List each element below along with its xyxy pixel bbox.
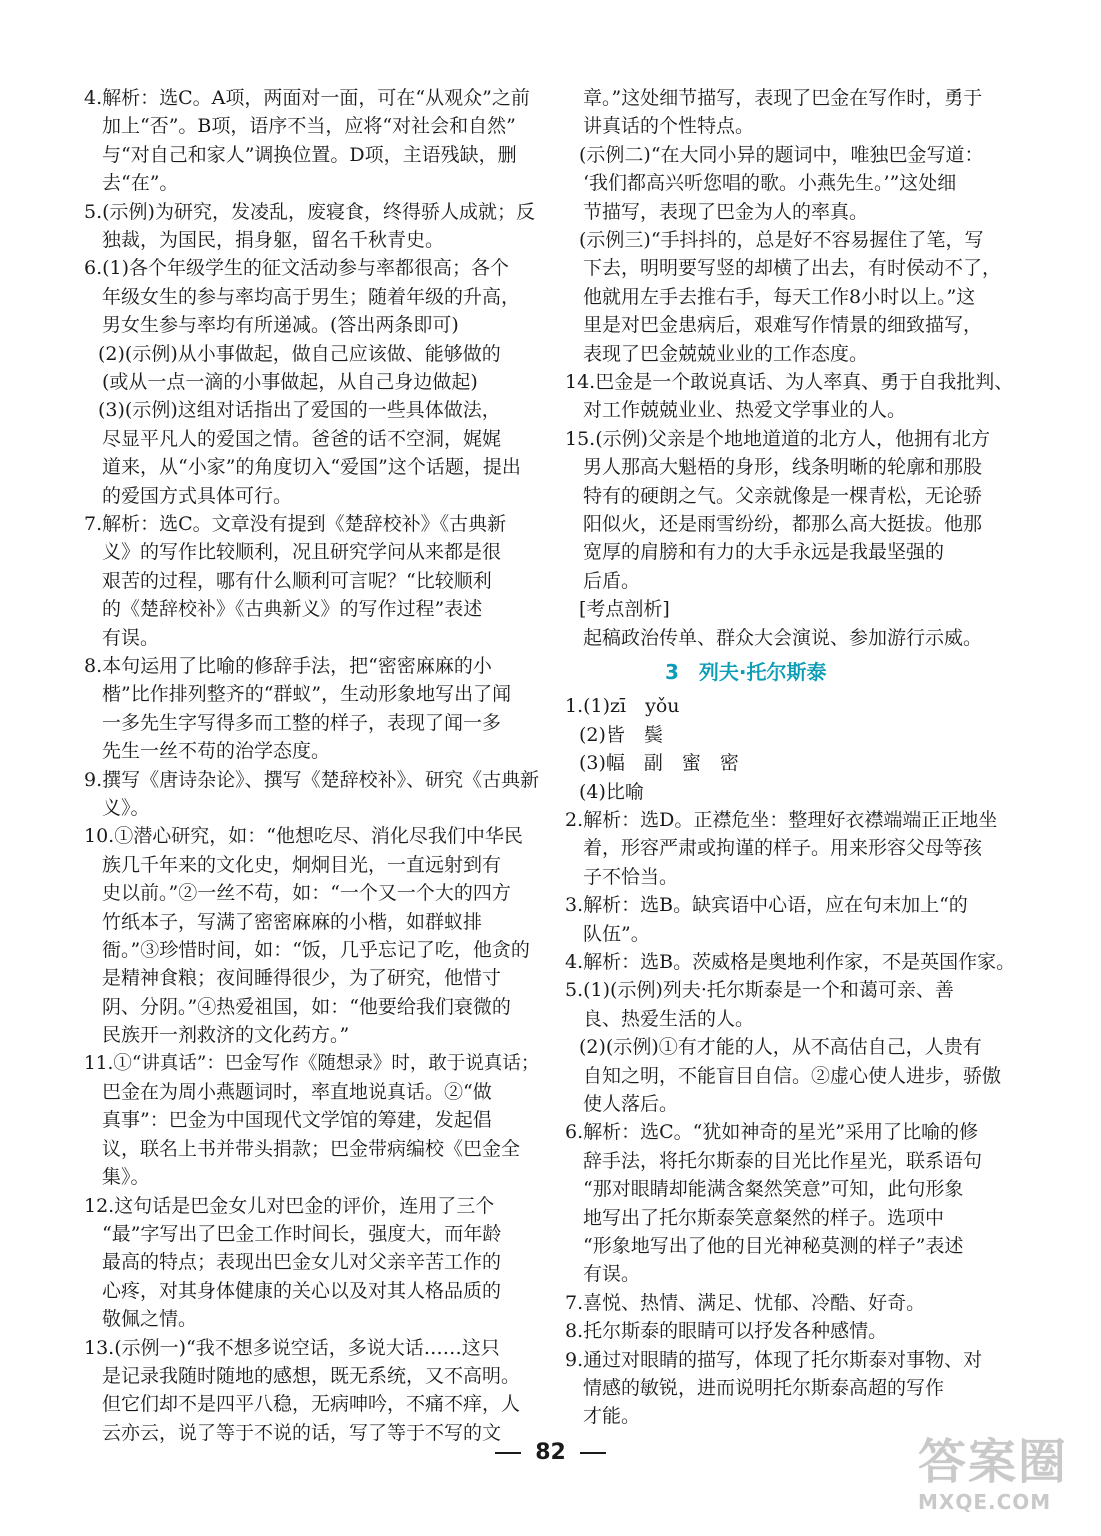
text-line: 4.解析：选C。A项，两面对一面，可在“从观众”之前 [84, 87, 530, 109]
text-line: (示例三)“手抖抖的，总是好不容易握住了笔，写 [579, 229, 984, 251]
text-line: 议，联名上书并带头捐款；巴金带病编校《巴金全 [102, 1137, 521, 1160]
text-line: 6.解析：选C。“犹如神奇的星光”采用了比喻的修 [565, 1121, 979, 1144]
text-line: (或从一点一滴的小事做起，从自己身边做起) [102, 371, 478, 393]
text-line: 他就用左手去推右手，每天工作8小时以上。”这 [583, 285, 976, 308]
text-line: 的《楚辞校补》《古典新义》的写作过程”表述 [102, 598, 483, 621]
text-line: 竹纸本子，写满了密密麻麻的小楷，如群蚁排 [102, 910, 483, 933]
text-line: 去“在”。 [102, 172, 179, 195]
text-line: [考点剖析] [579, 598, 670, 621]
text-line: 尽显平凡人的爱国之情。爸爸的话不空洞，娓娓 [102, 427, 502, 450]
section-title: 3 列夫·托尔斯泰 [665, 660, 827, 684]
text-line: 8.本句运用了比喻的修辞手法，把“密密麻麻的小 [84, 655, 492, 677]
text-line: 阳似火，还是雨雪纷纷，都那么高大挺拔。他那 [583, 513, 983, 535]
watermark-url: MXQE.COM [918, 1490, 1052, 1514]
text-line: 族几千年来的文化史，炯炯目光，一直远射到有 [102, 853, 502, 876]
text-line: 民族开一剂救济的文化药方。” [102, 1024, 350, 1047]
text-line: “那对眼睛却能满含粲然笑意”可知，此句形象 [583, 1178, 964, 1201]
text-line: 章。”这处细节描写，表现了巴金在写作时，勇于 [583, 87, 983, 109]
text-line: 6.(1)各个年级学生的征文活动参与率都很高；各个 [84, 257, 510, 280]
text-line: 13.(示例一)“我不想多说空话，多说大话……这只 [84, 1336, 500, 1359]
text-line: 一多先生字写得多而工整的样子，表现了闻一多 [102, 711, 502, 734]
text-line: 地写出了托尔斯泰笑意粲然的样子。选项中 [583, 1206, 945, 1229]
text-line: 里是对巴金患病后，艰难写作情景的细致描写， [583, 314, 983, 337]
text-line: 11.①“讲真话”：巴金写作《随想录》时，敢于说真话； [84, 1052, 540, 1074]
text-line: 14.巴金是一个敢说真话、为人率真、勇于自我批判、 [565, 371, 1014, 393]
text-line: 2.解析：选D。正襟危坐：整理好衣襟端端正正地坐 [565, 809, 998, 831]
text-line: 男女生参与率均有所递减。(答出两条即可) [102, 314, 459, 337]
text-line: 使人落后。 [583, 1093, 679, 1115]
text-line: 道来，从“小家”的角度切入“爱国”这个话题，提出 [102, 456, 521, 479]
text-line: 对工作兢兢业业、热爱文学事业的人。 [583, 399, 907, 422]
text-line: 心疼，对其身体健康的关心以及对其人格品质的 [102, 1279, 502, 1302]
text-line: 宽厚的肩膀和有力的大手永远是我最坚强的 [583, 541, 945, 564]
text-line: 良、热爱生活的人。 [583, 1007, 755, 1030]
text-line: 有误。 [102, 626, 160, 649]
text-line: 义》的写作比较顺利，况且研究学问从来都是很 [102, 541, 502, 564]
text-line: 衙。”③珍惜时间，如：“饭，几乎忘记了吃，他贪的 [102, 939, 530, 961]
text-line: 后盾。 [583, 569, 641, 592]
text-line: (2)皆 鬓 [579, 723, 663, 746]
watermark-logo: 答案圈 [918, 1434, 1069, 1490]
text-line: (2)(示例)①有才能的人，从不高估自己，人贵有 [579, 1036, 982, 1059]
text-line: 情感的敏锐，进而说明托尔斯泰高超的写作 [583, 1377, 945, 1399]
text-line: 年级女生的参与率均高于男生；随着年级的升高， [102, 285, 521, 308]
text-line: 子不恰当。 [583, 865, 679, 888]
text-line: 是记录我随时随地的感想，既无系统，又不高明。 [102, 1365, 521, 1387]
text-line: 但它们却不是四平八稳，无病呻吟，不痛不痒，人 [102, 1393, 521, 1416]
text-line: 下去，明明要写竖的却横了出去，有时侯动不了， [583, 257, 1002, 280]
text-line: 史以前。”②一丝不苟，如：“一个又一个大的四方 [102, 882, 511, 905]
text-line: 敬佩之情。 [102, 1308, 198, 1331]
dash-right [580, 1452, 606, 1454]
text-line: 男人那高大魁梧的身形，线条明晰的轮廓和那股 [583, 456, 983, 479]
text-line: 有误。 [583, 1263, 641, 1286]
text-line: 辞手法，将托尔斯泰的目光比作星光，联系语句 [583, 1149, 983, 1172]
text-line: 阴、分阴。”④热爱祖国，如：“他要给我们衰微的 [102, 995, 511, 1018]
text-line: 队伍”。 [583, 922, 650, 945]
text-line: 1.(1)zī yǒu [565, 695, 680, 718]
text-line: (示例二)“在大同小异的题词中，唯独巴金写道： [579, 143, 984, 166]
text-line: 独裁，为国民，捐身躯，留名千秋青史。 [102, 229, 445, 251]
text-line: 巴金在为周小燕题词时，率直地说真话。②“做 [102, 1081, 492, 1103]
text-line: 7.解析：选C。文章没有提到《楚辞校补》《古典新 [84, 513, 507, 535]
watermark [918, 1434, 1083, 1524]
text-line: (3)幅 副 蜜 密 [579, 752, 739, 775]
text-line: “形象地写出了他的目光神秘莫测的样子”表述 [583, 1235, 964, 1257]
text-line: 4.解析：选B。茨威格是奥地利作家，不是英国作家。 [565, 951, 1016, 973]
page-number-text: 82 [535, 1440, 566, 1465]
text-line: 节描写，表现了巴金为人的率真。 [583, 200, 869, 223]
text-line: 12.这句话是巴金女儿对巴金的评价，连用了三个 [84, 1194, 495, 1217]
text-line: “最”字写出了巴金工作时间长，强度大，而年龄 [102, 1223, 502, 1245]
text-line: 才能。 [583, 1405, 641, 1428]
text-line: 真事”：巴金为中国现代文学馆的筹建，发起倡 [102, 1109, 492, 1132]
text-line: 讲真话的个性特点。 [583, 115, 755, 138]
text-line: 10.①潜心研究，如：“他想吃尽、消化尽我们中华民 [84, 825, 523, 848]
text-line: 3.解析：选B。缺宾语中心语，应在句末加上“的 [565, 894, 968, 917]
text-line: 9.通过对眼睛的描写，体现了托尔斯泰对事物、对 [565, 1348, 983, 1371]
text-line: (2)(示例)从小事做起，做自己应该做、能够做的 [98, 342, 501, 365]
text-line: ‘我们都高兴听您唱的歌。小燕先生。’”这处细 [583, 172, 957, 195]
text-line: 起稿政治传单、群众大会演说、参加游行示威。 [583, 626, 983, 649]
text-line: 7.喜悦、热情、满足、忧郁、冷酷、好奇。 [565, 1291, 926, 1314]
text-line: 的爱国方式具体可行。 [102, 484, 293, 507]
text-line: 表现了巴金兢兢业业的工作态度。 [583, 342, 869, 365]
text-line: (3)(示例)这组对话指出了爱国的一些具体做法， [98, 399, 501, 422]
text-line: 最高的特点；表现出巴金女儿对父亲辛苦工作的 [102, 1251, 502, 1274]
text-line: 自知之明，不能盲目自信。②虚心使人进步，骄傲 [583, 1064, 1002, 1087]
dash-left [495, 1452, 521, 1454]
text-line: 5.(1)(示例)列夫·托尔斯泰是一个和蔼可亲、善 [565, 979, 954, 1002]
text-line: 是精神食粮；夜间睡得很少，为了研究，他惜寸 [102, 967, 502, 990]
text-line: 集》。 [102, 1166, 150, 1189]
text-line: 15.(示例)父亲是个地地道道的北方人，他拥有北方 [565, 427, 991, 450]
text-line: 5.(示例)为研究，发凌乱，废寝食，终得骄人成就；反 [84, 200, 535, 223]
text-line: 特有的硬朗之气。父亲就像是一棵青松，无论骄 [583, 484, 983, 507]
text-line: 楷”比作排列整齐的“群蚁”，生动形象地写出了闻 [102, 683, 512, 706]
text-line: 与“对自己和家人”调换位置。D项，主语残缺，删 [102, 143, 517, 166]
text-line: 8.托尔斯泰的眼睛可以抒发各种感情。 [565, 1320, 888, 1343]
text-line: 艰苦的过程，哪有什么顺利可言呢？“比较顺利 [102, 569, 492, 592]
text-line: 云亦云，说了等于不说的话，写了等于不写的文 [102, 1421, 502, 1444]
text-line: (4)比喻 [579, 780, 644, 803]
text-line: 义》。 [102, 797, 150, 819]
text-line: 先生一丝不苟的治学态度。 [102, 740, 331, 763]
text-line: 加上“否”。B项，语序不当，应将“对社会和自然” [102, 115, 516, 138]
text-line: 着，形容严肃或拘谨的样子。用来形容父母等孩 [583, 837, 983, 860]
text-line: 9.撰写《唐诗杂论》、撰写《楚辞校补》、研究《古典新 [84, 768, 540, 791]
